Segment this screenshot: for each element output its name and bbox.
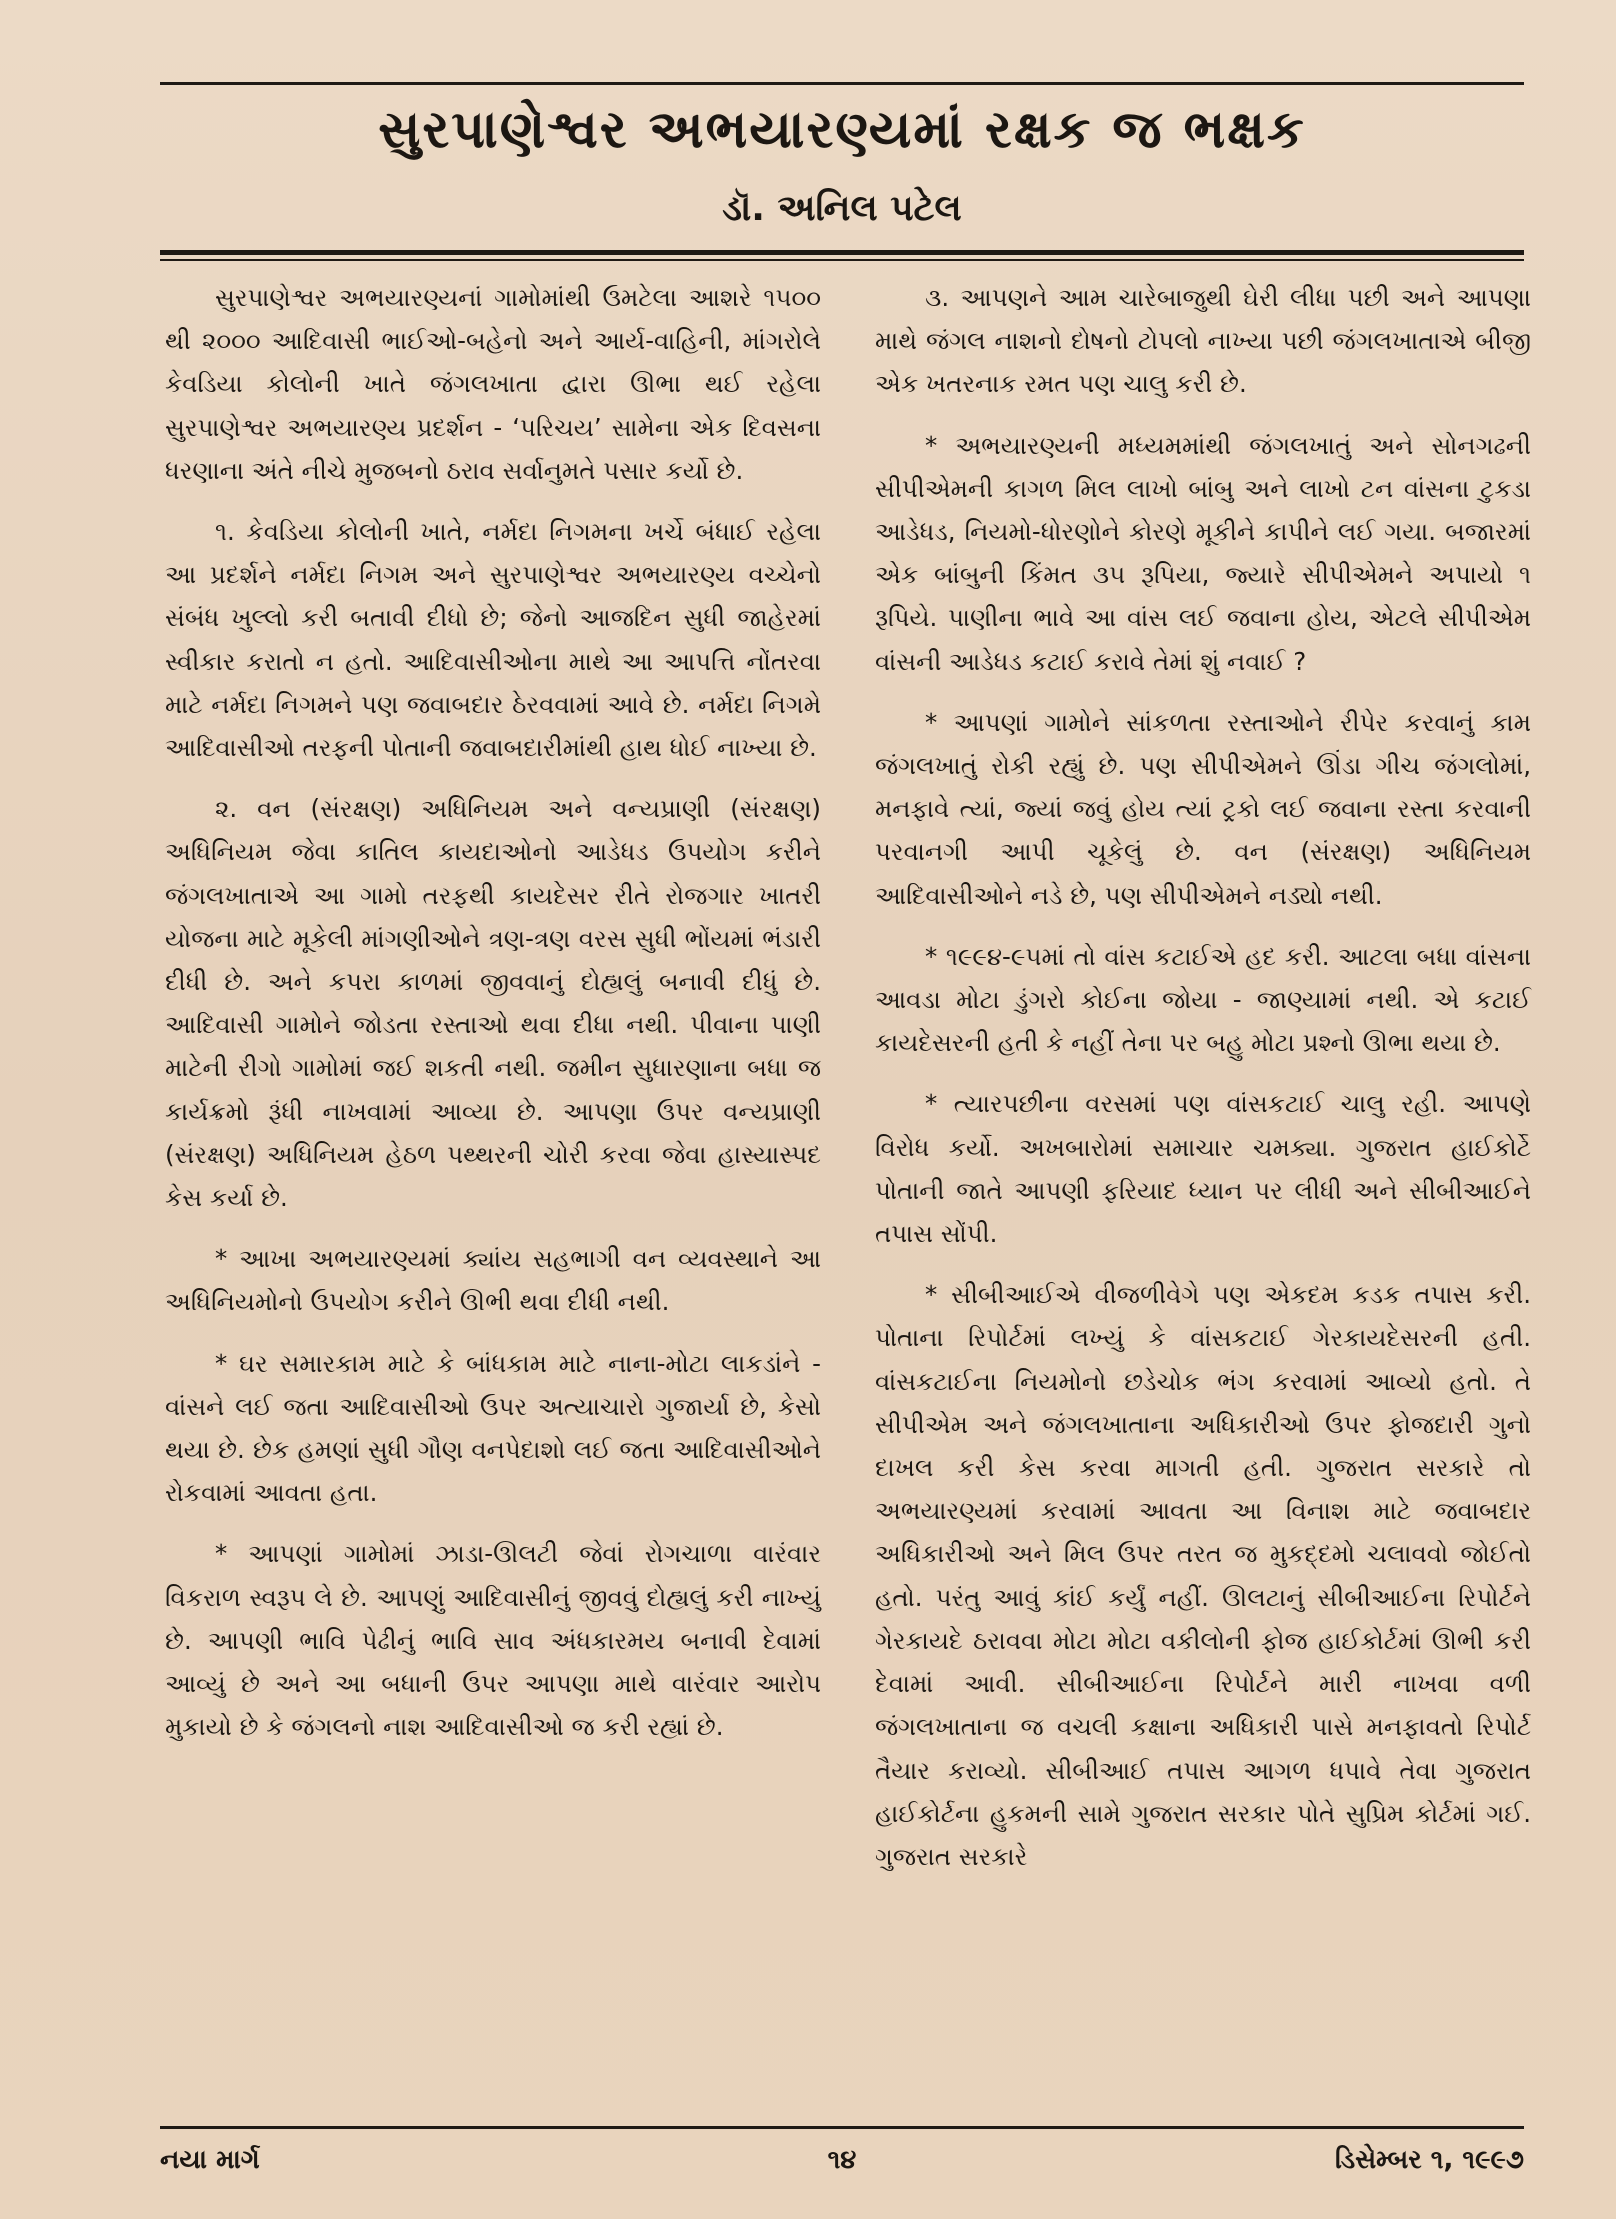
header-thick-rule	[160, 250, 1524, 255]
paragraph: * ૧૯૯૪-૯૫માં તો વાંસ કટાઈએ હદ કરી. આટલા બધા વાંસના આવડા મોટા ડુંગરો કોઈના જોયા - જાણ્યામાં નથી. એ કટાઈ કાયદેસરની હતી કે નહીં તેના પર બહુ મોટા પ્રશ્નો ઊભા થયા છે.	[875, 941, 1531, 1058]
page-footer	[160, 2145, 1524, 2185]
paragraph: ૨. વન (સંરક્ષણ) અધિનિયમ અને વન્યપ્રાણી (સંરક્ષણ) અધિનિયમ જેવા કાતિલ કાયદાઓનો આડેધડ ઉપયોગ કરીને જંગલખાતાએ આ ગામો તરફથી કાયદેસર રીતે રોજગાર ખાતરી યોજના માટે મૂકેલી માંગણીઓને ત્રણ-ત્રણ વરસ સુધી ભોંયમાં ભંડારી દીધી છે. અને કપરા કાળમાં જીવવાનું દોહ્યલું બનાવી દીધું છે. આદિવાસી ગામોને જોડતા રસ્તાઓ થવા દીધા નથી. પીવાના પાણી માટેની રીગો ગામોમાં જઈ શકતી નથી. જમીન સુધારણાના બધા જ કાર્યક્રમો રૂંધી નાખવામાં આવ્યા છે. આપણા ઉપર વન્યપ્રાણી (સંરક્ષણ) અધિનિયમ હેઠળ પથ્થરની ચોરી કરવા જેવા હાસ્યાસ્પદ કેસ કર્યા છે.	[165, 794, 821, 1213]
paragraph: ૩. આપણને આમ ચારેબાજુથી ઘેરી લીધા પછી અને આપણા માથે જંગલ નાશનો દોષનો ટોપલો નાખ્યા પછી જંગલખાતાએ બીજી એક ખતરનાક રમત પણ ચાલુ કરી છે.	[875, 283, 1531, 399]
article-author: ડૉ. અનિલ પટેલ	[722, 188, 962, 229]
page-number: ૧૪	[827, 2145, 857, 2175]
paragraph: * આપણાં ગામોને સાંકળતા રસ્તાઓને રીપેર કરવાનું કામ જંગલખાતું રોકી રહ્યું છે. પણ સીપીએમને ઊંડા ગીચ જંગલોમાં, મનફાવે ત્યાં, જ્યાં જવું હોય ત્યાં ટ્રકો લઈ જવાના રસ્તા કરવાની પરવાનગી આપી ચૂકેલું છે. વન (સંરક્ષણ) અધિનિયમ આદિવાસીઓને નડે છે, પણ સીપીએમને નડ્યો નથી.	[875, 707, 1531, 910]
paragraph: * આખા અભયારણ્યમાં ક્યાંય સહભાગી વન વ્યવસ્થાને આ અધિનિયમોનો ઉપયોગ કરીને ઊભી થવા દીધી નથી.	[165, 1244, 821, 1317]
paragraph: * સીબીઆઈએ વીજળીવેગે પણ એકદમ કડક તપાસ કરી. પોતાના રિપોર્ટમાં લખ્યું કે વાંસકટાઈ ગેરકાયદેસરની હતી. વાંસકટાઈના નિયમોનો છડેચોક ભંગ કરવામાં આવ્યો હતો. તે સીપીએમ અને જંગલખાતાના અધિકારીઓ ઉપર ફોજદારી ગુનો દાખલ કરી કેસ કરવા માગતી હતી. ગુજરાત સરકારે તો અભયારણ્યમાં કરવામાં આવતા આ વિનાશ માટે જવાબદાર અધિકારીઓ અને મિલ ઉપર તરત જ મુકદ્દમો ચલાવવો જોઈતો હતો. પરંતુ આવું કાંઈ કર્યું નહીં. ઊલટાનું સીબીઆઈના રિપોર્ટને ગેરકાયદે ઠરાવવા મોટા મોટા વકીલોની ફોજ હાઈકોર્ટમાં ઊભી કરી દેવામાં આવી. સીબીઆઈના રિપોર્ટને મારી નાખવા વળી જંગલખાતાના જ વચલી કક્ષાના અધિકારી પાસે મનફાવતો રિપોર્ટ તૈયાર કરાવ્યો. સીબીઆઈ તપાસ આગળ ધપાવે તેવા ગુજરાત હાઈકોર્ટના હુકમની સામે ગુજરાત સરકાર પોતે સુપ્રિમ કોર્ટમાં ગઈ. ગુજરાત સરકારે	[875, 1280, 1531, 1871]
header-thin-rule	[160, 259, 1524, 261]
paragraph: * ઘર સમારકામ માટે કે બાંધકામ માટે નાના-મોટા લાકડાંને - વાંસને લઈ જતા આદિવાસીઓ ઉપર અત્યાચારો ગુજાર્યા છે, કેસો થયા છે. છેક હમણાં સુધી ગૌણ વનપેદાશો લઈ જતા આદિવાસીઓને રોકવામાં આવતા હતા.	[165, 1348, 821, 1508]
paragraph: સુરપાણેશ્વર અભયારણ્યનાં ગામોમાંથી ઉમટેલા આશરે ૧૫૦૦ થી ૨૦૦૦ આદિવાસી ભાઈઓ-બહેનો અને આર્ય-વાહિની, માંગરોલે કેવડિયા કોલોની ખાતે જંગલખાતા દ્વારા ઊભા થઈ રહેલા સુરપાણેશ્વર અભયારણ્ય પ્રદર્શન - ‘પરિચય’ સામેના એક દિવસના ધરણાના અંતે નીચે મુજબનો ઠરાવ સર્વાનુમતે પસાર કર્યો છે.	[165, 283, 821, 485]
paragraph: * આપણાં ગામોમાં ઝાડા-ઊલટી જેવાં રોગચાળા વારંવાર વિકરાળ સ્વરૂપ લે છે. આપણું આદિવાસીનું જીવવું દોહ્યલું કરી નાખ્યું છે. આપણી ભાવિ પેઢીનું ભાવિ સાવ અંધકારમય બનાવી દેવામાં આવ્યું છે અને આ બધાની ઉપર આપણા માથે વારંવાર આરોપ મુકાયો છે કે જંગલનો નાશ આદિવાસીઓ જ કરી રહ્યાં છે.	[165, 1539, 821, 1742]
right-column	[875, 276, 1531, 1896]
paragraph: ૧. કેવડિયા કોલોની ખાતે, નર્મદા નિગમના ખર્ચે બંધાઈ રહેલા આ પ્રદર્શને નર્મદા નિગમ અને સુરપાણેશ્વર અભયારણ્ય વચ્ચેનો સંબંધ ખુલ્લો કરી બતાવી દીધો છે; જેનો આજદિન સુધી જાહેરમાં સ્વીકાર કરાતો ન હતો. આદિવાસીઓના માથે આ આપત્તિ નોંતરવા માટે નર્મદા નિગમને પણ જવાબદાર ઠેરવવામાં આવે છે. નર્મદા નિગમે આદિવાસીઓ તરફની પોતાની જવાબદારીમાંથી હાથ ધોઈ નાખ્યા છે.	[165, 517, 821, 763]
issue-date: ડિસેમ્બર ૧, ૧૯૯૭	[1334, 2145, 1524, 2175]
footer-rule	[160, 2126, 1524, 2129]
publication-name: નયા માર્ગ	[160, 2145, 260, 2175]
top-rule	[160, 82, 1524, 85]
left-column	[165, 276, 821, 1767]
article-title: સુરપાણેશ્વર અભયારણ્યમાં રક્ષક જ ભક્ષક	[378, 100, 1306, 160]
paragraph: * અભયારણ્યની મધ્યમમાંથી જંગલખાતું અને સોનગઢની સીપીએમની કાગળ મિલ લાખો બાંબુ અને લાખો ટન વાંસના ટુકડા આડેધડ, નિયમો-ધોરણોને કોરણે મૂકીને કાપીને લઈ ગયા. બજારમાં એક બાંબુની કિંમત ૩૫ રૂપિયા, જ્યારે સીપીએમને અપાયો ૧ રૂપિયે. પાણીના ભાવે આ વાંસ લઈ જવાના હોય, એટલે સીપીએમ વાંસની આડેધડ કટાઈ કરાવે તેમાં શું નવાઈ ?	[875, 430, 1531, 676]
paragraph: * ત્યારપછીના વરસમાં પણ વાંસકટાઈ ચાલુ રહી. આપણે વિરોધ કર્યો. અખબારોમાં સમાચાર ચમક્યા. ગુજરાત હાઈકોર્ટે પોતાની જાતે આપણી ફરિયાદ ધ્યાન પર લીધી અને સીબીઆઈને તપાસ સોંપી.	[875, 1089, 1531, 1249]
